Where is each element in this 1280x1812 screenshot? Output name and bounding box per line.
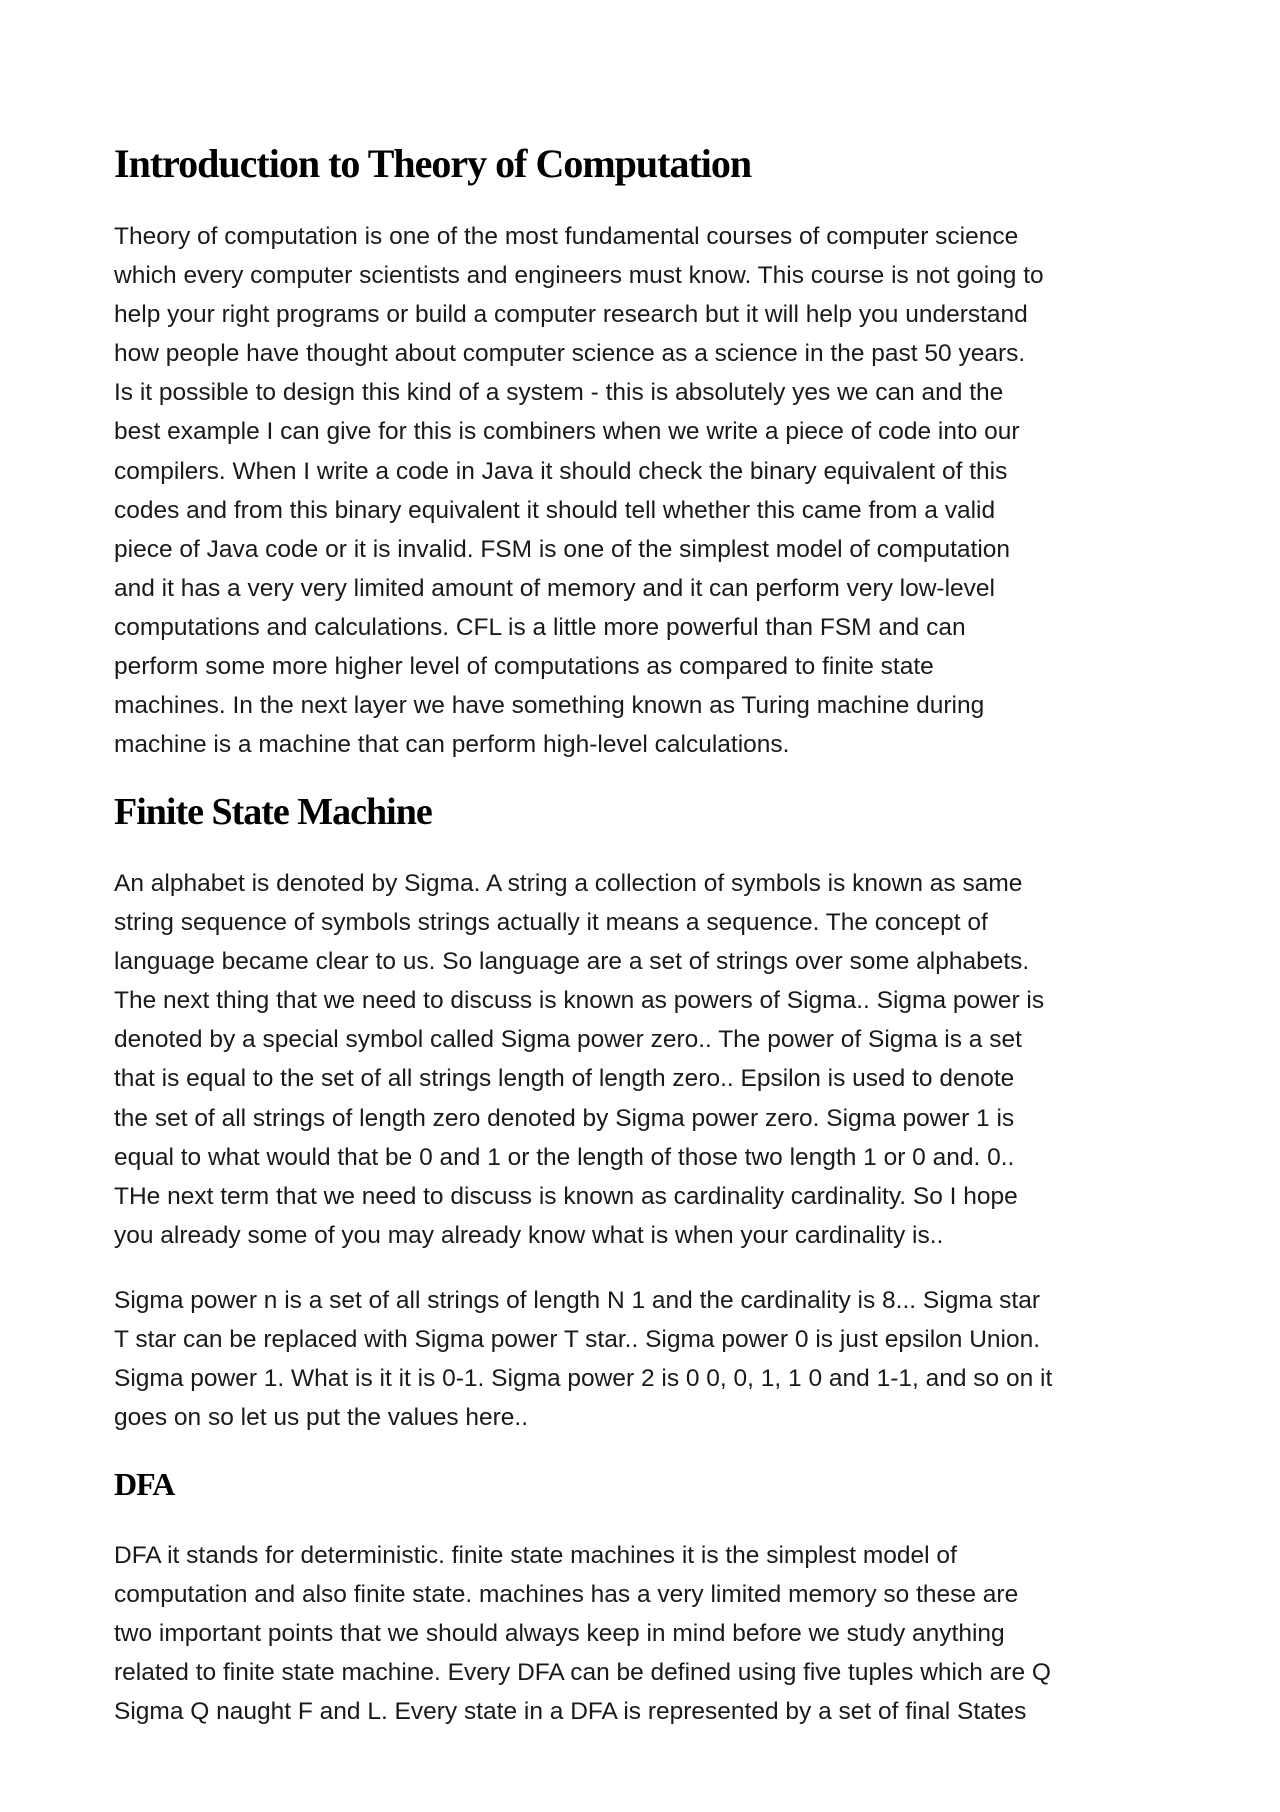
text-line: computations and calculations. CFL is a little more powerful than FSM and can	[114, 613, 966, 641]
paragraph-dfa	[114, 1536, 1051, 1731]
paragraph-fsm-1	[114, 864, 1044, 1255]
heading-finite-state-machine: Finite State Machine	[114, 791, 432, 833]
text-line: that is equal to the set of all strings length of length zero.. Epsilon is used to denote	[114, 1065, 1015, 1093]
text-line: denoted by a special symbol called Sigma power zero.. The power of Sigma is a set	[114, 1026, 1022, 1054]
text-line: goes on so let us put the values here..	[114, 1404, 529, 1432]
text-line: and it has a very very limited amount of memory and it can perform very low-level	[114, 574, 995, 602]
text-line: string sequence of symbols strings actually it means a sequence. The concept of	[114, 909, 988, 937]
text-line: how people have thought about computer science as a science in the past 50 years.	[114, 340, 1026, 368]
text-line: The next thing that we need to discuss is known as powers of Sigma.. Sigma power is	[114, 987, 1045, 1015]
text-line: An alphabet is denoted by Sigma. A string a collection of symbols is known as same	[114, 870, 1023, 897]
text-line: computation and also finite state. machines has a very limited memory so these are	[114, 1581, 1019, 1609]
text-line: codes and from this binary equivalent it should tell whether this came from a valid	[114, 496, 996, 524]
heading-dfa: DFA	[114, 1466, 175, 1502]
paragraph-fsm-2	[114, 1281, 1052, 1437]
text-line: THe next term that we need to discuss is known as cardinality cardinality. So I hope	[114, 1182, 1018, 1210]
heading-introduction: Introduction to Theory of Computation	[114, 141, 752, 186]
text-line: language became clear to us. So language are a set of strings over some alphabets.	[114, 948, 1030, 976]
text-line: perform some more higher level of computations as compared to finite state	[114, 653, 934, 681]
text-line: you already some of you may already know what is when your cardinality is..	[114, 1221, 944, 1249]
text-line: DFA it stands for deterministic. finite state machines it is the simplest model of	[114, 1542, 957, 1569]
text-line: two important points that we should always keep in mind before we study anything	[114, 1620, 1005, 1648]
text-line: help your right programs or build a computer research but it will help you understand	[114, 301, 1028, 329]
text-line: related to finite state machine. Every DFA can be defined using five tuples which are Q	[114, 1659, 1051, 1687]
text-line: best example I can give for this is combiners when we write a piece of code into our	[114, 418, 1020, 446]
text-line: Theory of computation is one of the most fundamental courses of computer science	[114, 223, 1019, 250]
text-line: compilers. When I write a code in Java it should check the binary equivalent of this	[114, 457, 1008, 485]
text-line: T star can be replaced with Sigma power T star.. Sigma power 0 is just epsilon Union.	[114, 1326, 1041, 1354]
text-line: which every computer scientists and engineers must know. This course is not going to	[114, 262, 1044, 290]
text-line: Sigma power 1. What is it it is 0-1. Sigma power 2 is 0 0, 0, 1, 1 0 and 1-1, and so on it	[114, 1365, 1053, 1393]
text-line: piece of Java code or it is invalid. FSM is one of the simplest model of computation	[114, 535, 1011, 563]
text-line: Sigma Q naught F and L. Every state in a DFA is represented by a set of final States	[114, 1698, 1027, 1726]
text-line: Is it possible to design this kind of a system - this is absolutely yes we can and the	[114, 379, 1004, 407]
text-line: machines. In the next layer we have something known as Turing machine during	[114, 692, 985, 720]
paragraph-introduction	[114, 217, 1044, 764]
text-line: equal to what would that be 0 and 1 or the length of those two length 1 or 0 and. 0..	[114, 1143, 1015, 1171]
text-line: Sigma power n is a set of all strings of length N 1 and the cardinality is 8... Sigma star	[114, 1287, 1040, 1314]
text-line: the set of all strings of length zero denoted by Sigma power zero. Sigma power 1 is	[114, 1104, 1015, 1132]
text-line: machine is a machine that can perform high-level calculations.	[114, 731, 790, 759]
